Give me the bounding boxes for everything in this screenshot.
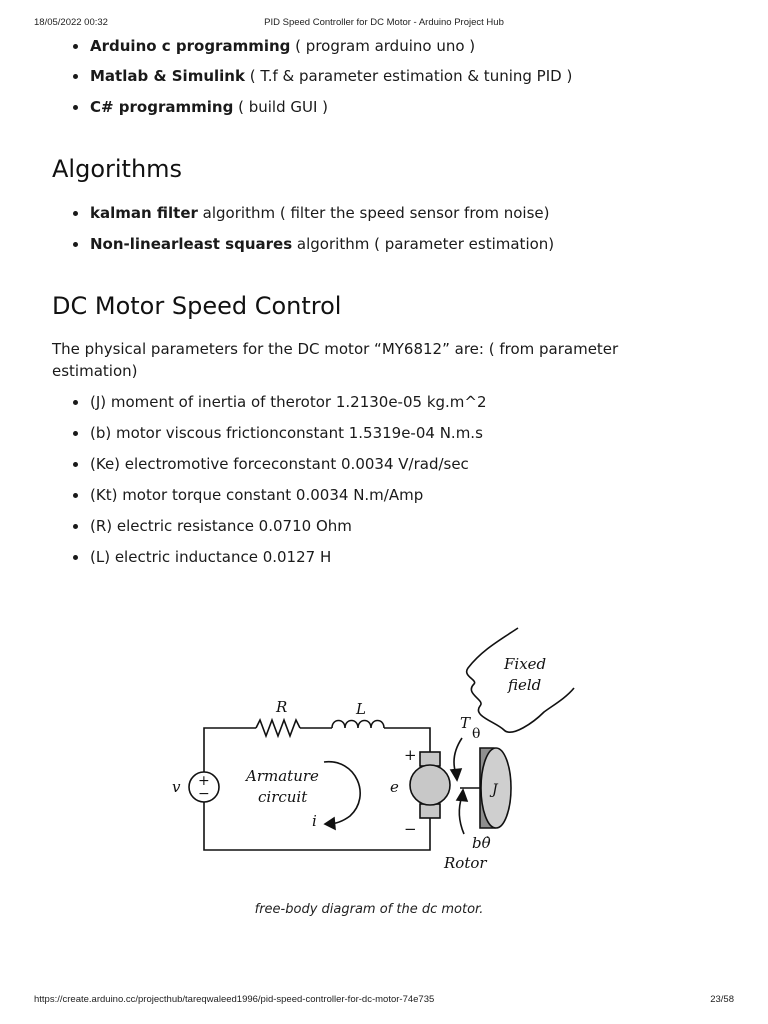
resistor-label: R [276,698,288,716]
damping-label: bθ̇ [472,834,491,852]
list-item: Non-linearleast squares algorithm ( parameter estimation) [90,235,555,253]
list-item: kalman filter algorithm ( filter the speed sensor from noise) [90,204,550,222]
list-item: (Ke) electromotive forceconstant 0.0034 V/rad/sec [90,455,469,473]
motor-plus: + [404,746,417,764]
current-arrowhead [325,818,335,829]
speed-control-heading: DC Motor Speed Control [52,292,342,320]
back-emf-label: e [390,778,399,796]
armature-label-2: circuit [258,788,308,806]
list-item: (Kt) motor torque constant 0.0034 N.m/Amp [90,486,424,504]
source-minus: − [198,786,210,802]
source-plus: + [198,773,210,789]
page-number: 23/58 [710,994,734,1005]
circuit-wire [204,728,256,772]
print-date: 18/05/2022 00:32 [34,17,108,28]
motor-armature [410,765,450,805]
damping-arrow [459,796,464,834]
circuit-svg [160,620,580,880]
damping-arrowhead [457,790,467,801]
fixed-field-label-1: Fixed [504,655,547,673]
inductor-label: L [356,700,366,718]
resistor-symbol [256,720,300,736]
rotor-label: Rotor [444,854,487,872]
algorithms-heading: Algorithms [52,155,183,183]
motor-brush-top [420,752,440,766]
parameters-intro: The physical parameters for the DC motor “MY6812” are: ( from parameter estimation) [52,340,619,380]
print-header [0,17,768,31]
list-item: Arduino c programming ( program arduino uno ) [90,37,476,55]
current-label: i [312,812,317,830]
circuit-wire [204,802,430,850]
fixed-field-label-2: field [508,676,542,694]
current-arrow [324,762,360,824]
list-item: Matlab & Simulink ( T.f & parameter estimation & tuning PID ) [90,67,573,85]
print-footer [0,994,768,1008]
print-page-title: PID Speed Controller for DC Motor - Arduino Project Hub [264,17,504,28]
list-item: (J) moment of inertia of therotor 1.2130e-05 kg.m^2 [90,393,487,411]
torque-arrowhead [451,769,461,780]
list-item: (b) motor viscous frictionconstant 1.5319e-04 N.m.s [90,424,483,442]
voltage-label: v [172,778,181,796]
page-url[interactable]: https://create.arduino.cc/projecthub/tareqwaleed1996/pid-speed-controller-for-dc-motor-74e735 [34,994,435,1005]
motor-brush-bottom [420,804,440,818]
dc-motor-diagram [160,620,580,880]
armature-label-1: Armature [246,767,319,785]
theta-label: θ [472,726,481,742]
torque-label: T [460,714,471,732]
inductor-symbol [332,721,384,729]
motor-minus: − [404,820,417,838]
figure-caption: free-body diagram of the dc motor. [254,902,484,917]
list-item: (L) electric inductance 0.0127 H [90,548,332,566]
inertia-label: J [492,782,498,798]
list-item: C# programming ( build GUI ) [90,98,329,116]
list-item: (R) electric resistance 0.0710 Ohm [90,517,352,535]
